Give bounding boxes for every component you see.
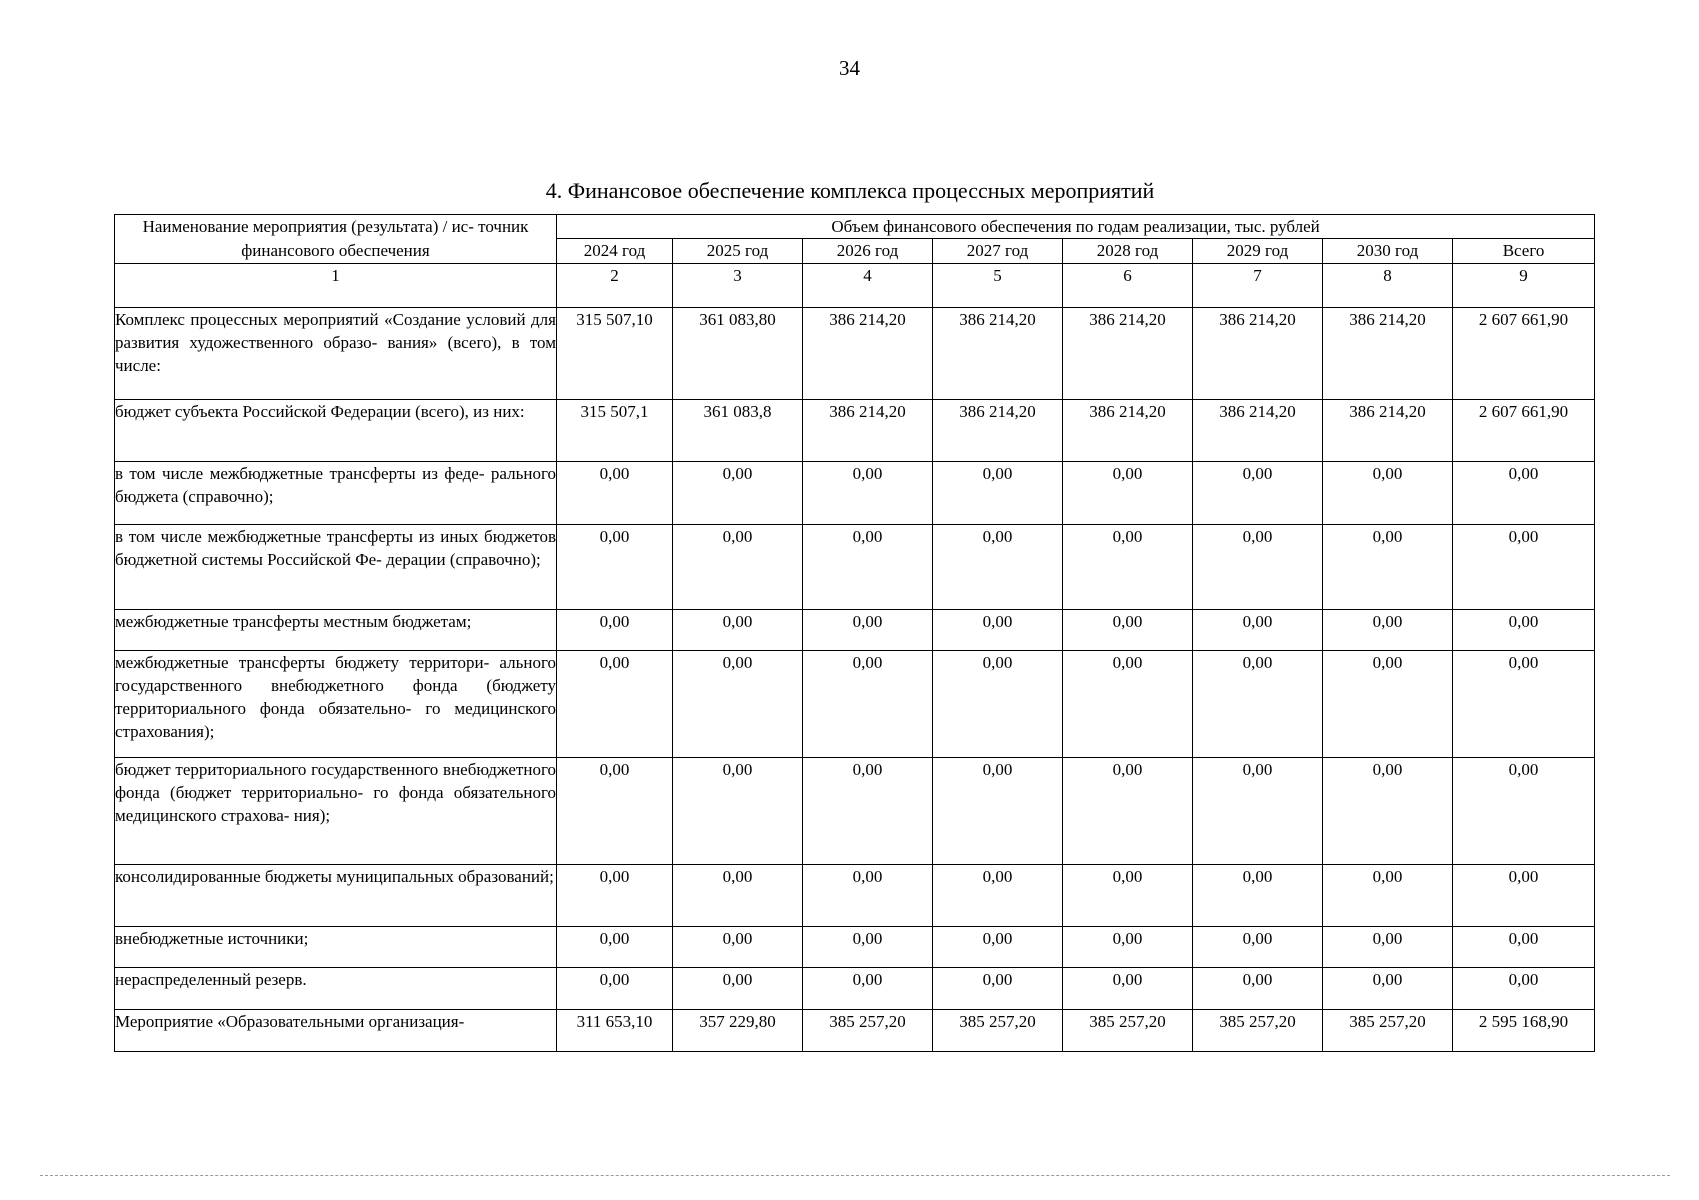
row-year-value: 386 214,20	[803, 400, 933, 462]
table-title: 4. Финансовое обеспечение комплекса процессных мероприятий	[545, 178, 1155, 203]
table-row	[115, 462, 1595, 525]
header-year: 2027 год	[933, 239, 1063, 264]
row-name: межбюджетные трансферты бюджету территори- ального государственного внебюджетного фонда (бюджету территориального фонда обязательно- го медицинского страхования);	[115, 651, 557, 758]
row-year-value: 0,00	[933, 758, 1063, 865]
row-year-value: 0,00	[1193, 927, 1323, 968]
table-row	[115, 610, 1595, 651]
row-year-value: 0,00	[1323, 651, 1453, 758]
row-year-value: 0,00	[673, 610, 803, 651]
bottom-rule	[40, 1175, 1670, 1176]
row-total-value: 0,00	[1453, 927, 1595, 968]
row-year-value: 385 257,20	[1193, 1010, 1323, 1052]
row-year-value: 0,00	[1063, 968, 1193, 1010]
row-year-value: 0,00	[673, 462, 803, 525]
row-year-value: 0,00	[673, 927, 803, 968]
row-year-value: 357 229,80	[673, 1010, 803, 1052]
table-row	[115, 308, 1595, 400]
row-year-value: 0,00	[803, 865, 933, 927]
row-year-value: 385 257,20	[803, 1010, 933, 1052]
row-year-value: 0,00	[803, 610, 933, 651]
table-row	[115, 927, 1595, 968]
header-year: 2024 год	[557, 239, 673, 264]
row-year-value: 0,00	[557, 758, 673, 865]
row-year-value: 386 214,20	[803, 308, 933, 400]
row-year-value: 0,00	[1063, 462, 1193, 525]
row-year-value: 385 257,20	[1063, 1010, 1193, 1052]
row-year-value: 311 653,10	[557, 1010, 673, 1052]
row-year-value: 315 507,10	[557, 308, 673, 400]
row-year-value: 0,00	[1063, 525, 1193, 610]
header-year: 2029 год	[1193, 239, 1323, 264]
column-number: 6	[1063, 264, 1193, 308]
column-number: 3	[673, 264, 803, 308]
row-year-value: 0,00	[933, 968, 1063, 1010]
row-year-value: 0,00	[803, 968, 933, 1010]
row-total-value: 0,00	[1453, 651, 1595, 758]
row-year-value: 0,00	[933, 927, 1063, 968]
table-row	[115, 865, 1595, 927]
header-year: 2026 год	[803, 239, 933, 264]
row-year-value: 386 214,20	[1193, 400, 1323, 462]
row-name: Мероприятие «Образовательными организация-	[115, 1010, 557, 1052]
row-year-value: 0,00	[933, 462, 1063, 525]
row-year-value: 0,00	[673, 968, 803, 1010]
row-year-value: 386 214,20	[933, 308, 1063, 400]
row-name: в том числе межбюджетные трансферты из феде- рального бюджета (справочно);	[115, 462, 557, 525]
row-name: в том числе межбюджетные трансферты из иных бюджетов бюджетной системы Российской Фе- дерации (справочно);	[115, 525, 557, 610]
row-year-value: 385 257,20	[1323, 1010, 1453, 1052]
row-year-value: 0,00	[557, 651, 673, 758]
column-number: 5	[933, 264, 1063, 308]
row-year-value: 0,00	[1323, 927, 1453, 968]
row-year-value: 386 214,20	[1063, 308, 1193, 400]
row-total-value: 0,00	[1453, 610, 1595, 651]
column-number: 1	[115, 264, 557, 308]
column-number: 9	[1453, 264, 1595, 308]
row-year-value: 0,00	[1193, 610, 1323, 651]
financing-table	[114, 214, 1595, 1052]
row-year-value: 0,00	[1063, 865, 1193, 927]
row-year-value: 0,00	[673, 525, 803, 610]
row-name: Комплекс процессных мероприятий «Создание условий для развития художественного образо- вания» (всего), в том числе:	[115, 308, 557, 400]
row-year-value: 315 507,1	[557, 400, 673, 462]
row-year-value: 0,00	[557, 610, 673, 651]
header-volume-column: Объем финансового обеспечения по годам реализации, тыс. рублей	[557, 215, 1595, 239]
row-year-value: 0,00	[803, 462, 933, 525]
table-row	[115, 525, 1595, 610]
column-number: 7	[1193, 264, 1323, 308]
row-year-value: 0,00	[1063, 758, 1193, 865]
row-year-value: 0,00	[1323, 758, 1453, 865]
row-year-value: 0,00	[557, 927, 673, 968]
row-year-value: 386 214,20	[1063, 400, 1193, 462]
row-year-value: 0,00	[557, 865, 673, 927]
row-year-value: 0,00	[1323, 525, 1453, 610]
row-total-value: 2 607 661,90	[1453, 400, 1595, 462]
row-total-value: 2 607 661,90	[1453, 308, 1595, 400]
table-row	[115, 651, 1595, 758]
column-number-row	[115, 264, 1595, 308]
column-number: 8	[1323, 264, 1453, 308]
row-year-value: 0,00	[933, 651, 1063, 758]
row-year-value: 0,00	[933, 865, 1063, 927]
row-name: бюджет территориального государственного внебюджетного фонда (бюджет территориально- го фонда обязательного медицинского страхова- ния);	[115, 758, 557, 865]
row-year-value: 0,00	[933, 525, 1063, 610]
row-year-value: 0,00	[557, 525, 673, 610]
row-year-value: 386 214,20	[933, 400, 1063, 462]
row-year-value: 386 214,20	[1323, 400, 1453, 462]
header-year: 2025 год	[673, 239, 803, 264]
row-name: бюджет субъекта Российской Федерации (всего), из них:	[115, 400, 557, 462]
row-year-value: 0,00	[557, 968, 673, 1010]
row-year-value: 0,00	[673, 651, 803, 758]
row-year-value: 0,00	[933, 610, 1063, 651]
row-name: консолидированные бюджеты муниципальных образований;	[115, 865, 557, 927]
row-year-value: 0,00	[673, 758, 803, 865]
row-year-value: 386 214,20	[1323, 308, 1453, 400]
row-year-value: 0,00	[1323, 968, 1453, 1010]
row-year-value: 0,00	[803, 651, 933, 758]
row-year-value: 385 257,20	[933, 1010, 1063, 1052]
row-year-value: 386 214,20	[1193, 308, 1323, 400]
table-row	[115, 758, 1595, 865]
row-year-value: 361 083,80	[673, 308, 803, 400]
column-number: 4	[803, 264, 933, 308]
table-row	[115, 1010, 1595, 1052]
header-name-column: Наименование мероприятия (результата) / ис- точник финансового обеспечения	[115, 215, 557, 264]
header-year: 2030 год	[1323, 239, 1453, 264]
row-year-value: 0,00	[1323, 462, 1453, 525]
row-name: внебюджетные источники;	[115, 927, 557, 968]
row-year-value: 0,00	[1323, 865, 1453, 927]
row-year-value: 361 083,8	[673, 400, 803, 462]
row-name: нераспределенный резерв.	[115, 968, 557, 1010]
row-year-value: 0,00	[1193, 462, 1323, 525]
row-year-value: 0,00	[803, 927, 933, 968]
row-year-value: 0,00	[1193, 865, 1323, 927]
row-total-value: 0,00	[1453, 525, 1595, 610]
row-year-value: 0,00	[1323, 610, 1453, 651]
table-row	[115, 400, 1595, 462]
row-year-value: 0,00	[803, 525, 933, 610]
page-number: 34	[839, 56, 860, 80]
row-year-value: 0,00	[1063, 651, 1193, 758]
row-year-value: 0,00	[557, 462, 673, 525]
row-total-value: 0,00	[1453, 968, 1595, 1010]
row-year-value: 0,00	[803, 758, 933, 865]
row-year-value: 0,00	[1193, 651, 1323, 758]
row-total-value: 2 595 168,90	[1453, 1010, 1595, 1052]
row-year-value: 0,00	[1063, 927, 1193, 968]
row-year-value: 0,00	[1193, 525, 1323, 610]
row-year-value: 0,00	[673, 865, 803, 927]
row-year-value: 0,00	[1193, 758, 1323, 865]
row-total-value: 0,00	[1453, 462, 1595, 525]
row-year-value: 0,00	[1193, 968, 1323, 1010]
table-body	[115, 264, 1595, 1052]
table-row	[115, 968, 1595, 1010]
row-total-value: 0,00	[1453, 865, 1595, 927]
header-row-1	[115, 215, 1595, 239]
row-name: межбюджетные трансферты местным бюджетам;	[115, 610, 557, 651]
header-total: Всего	[1453, 239, 1595, 264]
row-total-value: 0,00	[1453, 758, 1595, 865]
header-year: 2028 год	[1063, 239, 1193, 264]
column-number: 2	[557, 264, 673, 308]
row-year-value: 0,00	[1063, 610, 1193, 651]
